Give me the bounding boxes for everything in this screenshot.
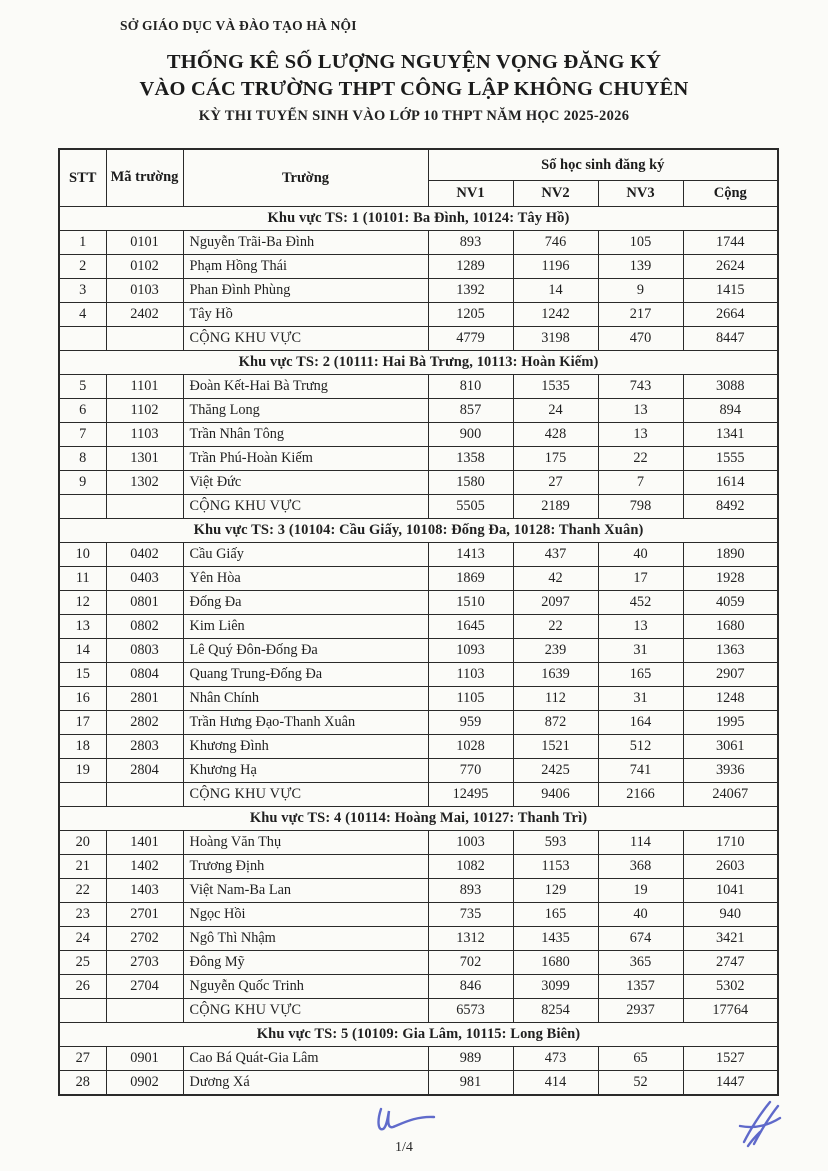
cell-stt: 19	[59, 759, 106, 783]
total-cell-nv1: 4779	[428, 327, 513, 351]
total-cell-code	[106, 999, 183, 1023]
cell-nv3: 741	[598, 759, 683, 783]
cell-nv2: 1242	[513, 303, 598, 327]
col-header-stt: STT	[59, 149, 106, 207]
cell-nv3: 9	[598, 279, 683, 303]
cell-school: Phạm Hồng Thái	[183, 255, 428, 279]
table-row	[59, 687, 778, 711]
cell-school: Dương Xá	[183, 1071, 428, 1096]
org-name: SỞ GIÁO DỤC VÀ ĐÀO TẠO HÀ NỘI	[120, 18, 357, 33]
cell-nv2: 42	[513, 567, 598, 591]
table-row	[59, 615, 778, 639]
cell-nv2: 746	[513, 231, 598, 255]
cell-nv2: 1680	[513, 951, 598, 975]
cell-code: 0402	[106, 543, 183, 567]
table-row	[59, 303, 778, 327]
cell-total: 1680	[683, 615, 778, 639]
cell-nv2: 175	[513, 447, 598, 471]
cell-code: 1401	[106, 831, 183, 855]
table-row	[59, 663, 778, 687]
cell-nv3: 22	[598, 447, 683, 471]
col-header-nv3: NV3	[598, 181, 683, 207]
cell-total: 3936	[683, 759, 778, 783]
cell-code: 1101	[106, 375, 183, 399]
cell-nv2: 14	[513, 279, 598, 303]
cell-code: 2702	[106, 927, 183, 951]
cell-nv3: 1357	[598, 975, 683, 999]
cell-total: 1415	[683, 279, 778, 303]
table-row	[59, 543, 778, 567]
cell-stt: 11	[59, 567, 106, 591]
cell-total: 3421	[683, 927, 778, 951]
cell-total: 1447	[683, 1071, 778, 1096]
total-cell-nv1: 12495	[428, 783, 513, 807]
cell-nv2: 473	[513, 1047, 598, 1071]
cell-school: Tây Hồ	[183, 303, 428, 327]
cell-stt: 15	[59, 663, 106, 687]
cell-total: 1710	[683, 831, 778, 855]
table-row	[59, 951, 778, 975]
table-row	[59, 975, 778, 999]
cell-total: 1995	[683, 711, 778, 735]
cell-total: 2624	[683, 255, 778, 279]
total-cell-nv2: 8254	[513, 999, 598, 1023]
table-row	[59, 831, 778, 855]
table-row	[59, 1071, 778, 1096]
doc-title-line1: THỐNG KÊ SỐ LƯỢNG NGUYỆN VỌNG ĐĂNG KÝ	[166, 51, 662, 73]
cell-nv1: 1082	[428, 855, 513, 879]
total-cell-nv3: 798	[598, 495, 683, 519]
table-row	[59, 1047, 778, 1071]
cell-code: 0801	[106, 591, 183, 615]
cell-school: Đống Đa	[183, 591, 428, 615]
table-row	[59, 447, 778, 471]
cell-nv1: 1869	[428, 567, 513, 591]
total-cell-code	[106, 495, 183, 519]
cell-stt: 2	[59, 255, 106, 279]
cell-stt: 12	[59, 591, 106, 615]
table-row	[59, 279, 778, 303]
cell-nv3: 19	[598, 879, 683, 903]
cell-stt: 8	[59, 447, 106, 471]
cell-nv3: 452	[598, 591, 683, 615]
cell-stt: 10	[59, 543, 106, 567]
cell-nv3: 40	[598, 903, 683, 927]
cell-school: Đoàn Kết-Hai Bà Trưng	[183, 375, 428, 399]
cell-total: 3088	[683, 375, 778, 399]
cell-nv1: 1358	[428, 447, 513, 471]
cell-stt: 17	[59, 711, 106, 735]
cell-code: 2803	[106, 735, 183, 759]
cell-nv2: 593	[513, 831, 598, 855]
cell-stt: 23	[59, 903, 106, 927]
region-total-label: CỘNG KHU VỰC	[183, 783, 428, 807]
total-cell-nv1: 6573	[428, 999, 513, 1023]
cell-school: Yên Hòa	[183, 567, 428, 591]
cell-nv1: 1645	[428, 615, 513, 639]
cell-stt: 9	[59, 471, 106, 495]
total-cell-total: 8447	[683, 327, 778, 351]
cell-nv3: 13	[598, 615, 683, 639]
cell-school: Quang Trung-Đống Đa	[183, 663, 428, 687]
cell-school: Khương Hạ	[183, 759, 428, 783]
cell-stt: 14	[59, 639, 106, 663]
cell-nv2: 3099	[513, 975, 598, 999]
cell-nv3: 139	[598, 255, 683, 279]
total-cell-total: 8492	[683, 495, 778, 519]
total-cell-nv2: 2189	[513, 495, 598, 519]
cell-code: 2704	[106, 975, 183, 999]
cell-nv2: 1153	[513, 855, 598, 879]
cell-stt: 5	[59, 375, 106, 399]
registration-table	[58, 148, 779, 1096]
total-cell-stt	[59, 495, 106, 519]
section-row	[59, 207, 778, 231]
cell-nv2: 428	[513, 423, 598, 447]
cell-nv3: 52	[598, 1071, 683, 1096]
total-cell-nv2: 9406	[513, 783, 598, 807]
region-total-row	[59, 999, 778, 1023]
cell-nv2: 239	[513, 639, 598, 663]
cell-school: Ngọc Hồi	[183, 903, 428, 927]
cell-nv2: 112	[513, 687, 598, 711]
cell-nv3: 164	[598, 711, 683, 735]
cell-school: Hoàng Văn Thụ	[183, 831, 428, 855]
cell-stt: 4	[59, 303, 106, 327]
cell-nv3: 17	[598, 567, 683, 591]
region-total-row	[59, 495, 778, 519]
cell-nv3: 365	[598, 951, 683, 975]
cell-total: 1248	[683, 687, 778, 711]
doc-subtitle: KỲ THI TUYỂN SINH VÀO LỚP 10 THPT NĂM HỌC 2025-2026	[198, 108, 630, 124]
total-cell-stt	[59, 999, 106, 1023]
cell-nv2: 1196	[513, 255, 598, 279]
cell-code: 0101	[106, 231, 183, 255]
cell-code: 0103	[106, 279, 183, 303]
cell-total: 1928	[683, 567, 778, 591]
cell-total: 5302	[683, 975, 778, 999]
section-header: Khu vực TS: 1 (10101: Ba Đình, 10124: Tây Hồ)	[59, 207, 778, 231]
cell-total: 3061	[683, 735, 778, 759]
cell-nv3: 512	[598, 735, 683, 759]
table-body	[59, 207, 778, 1096]
table-row	[59, 471, 778, 495]
cell-stt: 20	[59, 831, 106, 855]
cell-nv2: 2097	[513, 591, 598, 615]
cell-total: 1890	[683, 543, 778, 567]
total-cell-stt	[59, 783, 106, 807]
table-row	[59, 591, 778, 615]
cell-stt: 27	[59, 1047, 106, 1071]
cell-total: 1041	[683, 879, 778, 903]
cell-nv1: 770	[428, 759, 513, 783]
cell-code: 2804	[106, 759, 183, 783]
col-header-nv2: NV2	[513, 181, 598, 207]
cell-nv3: 114	[598, 831, 683, 855]
cell-school: Trần Phú-Hoàn Kiếm	[183, 447, 428, 471]
table-row	[59, 903, 778, 927]
cell-code: 1302	[106, 471, 183, 495]
pen-mark-check	[372, 1106, 438, 1140]
cell-school: Khương Đình	[183, 735, 428, 759]
cell-nv3: 40	[598, 543, 683, 567]
cell-total: 1363	[683, 639, 778, 663]
cell-school: Trần Nhân Tông	[183, 423, 428, 447]
total-cell-nv3: 2166	[598, 783, 683, 807]
cell-stt: 16	[59, 687, 106, 711]
cell-code: 0403	[106, 567, 183, 591]
cell-nv2: 129	[513, 879, 598, 903]
cell-school: Nguyễn Quốc Trinh	[183, 975, 428, 999]
table-row	[59, 231, 778, 255]
cell-code: 2802	[106, 711, 183, 735]
table-row	[59, 735, 778, 759]
total-cell-nv3: 470	[598, 327, 683, 351]
cell-nv1: 810	[428, 375, 513, 399]
cell-code: 0902	[106, 1071, 183, 1096]
cell-nv2: 24	[513, 399, 598, 423]
cell-total: 1527	[683, 1047, 778, 1071]
cell-stt: 24	[59, 927, 106, 951]
cell-code: 1403	[106, 879, 183, 903]
cell-stt: 3	[59, 279, 106, 303]
cell-school: Kim Liên	[183, 615, 428, 639]
cell-code: 1103	[106, 423, 183, 447]
table-row	[59, 879, 778, 903]
cell-code: 0803	[106, 639, 183, 663]
total-cell-code	[106, 783, 183, 807]
cell-total: 1341	[683, 423, 778, 447]
cell-stt: 1	[59, 231, 106, 255]
cell-nv2: 1435	[513, 927, 598, 951]
cell-code: 0102	[106, 255, 183, 279]
cell-school: Việt Đức	[183, 471, 428, 495]
cell-nv3: 7	[598, 471, 683, 495]
cell-nv2: 165	[513, 903, 598, 927]
section-header: Khu vực TS: 4 (10114: Hoàng Mai, 10127: Thanh Trì)	[59, 807, 778, 831]
section-header: Khu vực TS: 5 (10109: Gia Lâm, 10115: Long Biên)	[59, 1023, 778, 1047]
col-header-truong: Trường	[183, 149, 428, 207]
total-cell-stt	[59, 327, 106, 351]
cell-nv1: 1312	[428, 927, 513, 951]
cell-stt: 28	[59, 1071, 106, 1096]
cell-code: 0901	[106, 1047, 183, 1071]
cell-nv2: 437	[513, 543, 598, 567]
cell-nv1: 1093	[428, 639, 513, 663]
cell-nv1: 893	[428, 879, 513, 903]
table-row	[59, 927, 778, 951]
cell-total: 1555	[683, 447, 778, 471]
cell-code: 1301	[106, 447, 183, 471]
col-header-group: Số học sinh đăng ký	[428, 149, 778, 181]
table-row	[59, 855, 778, 879]
cell-nv1: 989	[428, 1047, 513, 1071]
cell-nv3: 105	[598, 231, 683, 255]
cell-total: 2664	[683, 303, 778, 327]
cell-nv3: 31	[598, 639, 683, 663]
col-header-ma-truong: Mã trường	[106, 149, 183, 207]
table-row	[59, 639, 778, 663]
table-row	[59, 375, 778, 399]
section-header: Khu vực TS: 2 (10111: Hai Bà Trưng, 10113: Hoàn Kiếm)	[59, 351, 778, 375]
table-row	[59, 759, 778, 783]
cell-nv2: 22	[513, 615, 598, 639]
cell-school: Thăng Long	[183, 399, 428, 423]
total-cell-total: 17764	[683, 999, 778, 1023]
cell-school: Đông Mỹ	[183, 951, 428, 975]
cell-nv2: 1639	[513, 663, 598, 687]
cell-code: 1402	[106, 855, 183, 879]
cell-nv3: 368	[598, 855, 683, 879]
cell-nv1: 1103	[428, 663, 513, 687]
cell-code: 0802	[106, 615, 183, 639]
cell-nv3: 65	[598, 1047, 683, 1071]
cell-nv1: 846	[428, 975, 513, 999]
cell-code: 2801	[106, 687, 183, 711]
cell-nv2: 1521	[513, 735, 598, 759]
cell-total: 4059	[683, 591, 778, 615]
cell-nv1: 1413	[428, 543, 513, 567]
cell-nv3: 13	[598, 399, 683, 423]
cell-nv3: 13	[598, 423, 683, 447]
cell-stt: 18	[59, 735, 106, 759]
cell-nv2: 1535	[513, 375, 598, 399]
region-total-row	[59, 327, 778, 351]
table-row	[59, 399, 778, 423]
cell-nv1: 1580	[428, 471, 513, 495]
cell-code: 1102	[106, 399, 183, 423]
cell-school: Cao Bá Quát-Gia Lâm	[183, 1047, 428, 1071]
cell-nv1: 1510	[428, 591, 513, 615]
cell-school: Việt Nam-Ba Lan	[183, 879, 428, 903]
page-number: 1/4	[395, 1140, 413, 1155]
cell-nv3: 31	[598, 687, 683, 711]
cell-nv1: 702	[428, 951, 513, 975]
section-row	[59, 519, 778, 543]
cell-nv2: 27	[513, 471, 598, 495]
doc-title-line2: VÀO CÁC TRƯỜNG THPT CÔNG LẬP KHÔNG CHUYÊN	[139, 78, 689, 100]
total-cell-nv3: 2937	[598, 999, 683, 1023]
cell-nv1: 1028	[428, 735, 513, 759]
table-row	[59, 711, 778, 735]
cell-nv1: 1003	[428, 831, 513, 855]
cell-school: Nguyễn Trãi-Ba Đình	[183, 231, 428, 255]
cell-code: 0804	[106, 663, 183, 687]
cell-stt: 13	[59, 615, 106, 639]
cell-stt: 7	[59, 423, 106, 447]
cell-stt: 22	[59, 879, 106, 903]
cell-nv3: 674	[598, 927, 683, 951]
cell-nv1: 1289	[428, 255, 513, 279]
cell-total: 2907	[683, 663, 778, 687]
cell-total: 1614	[683, 471, 778, 495]
col-header-cong: Cộng	[683, 181, 778, 207]
cell-school: Lê Quý Đôn-Đống Đa	[183, 639, 428, 663]
cell-school: Cầu Giấy	[183, 543, 428, 567]
cell-nv1: 1205	[428, 303, 513, 327]
section-row	[59, 1023, 778, 1047]
cell-school: Phan Đình Phùng	[183, 279, 428, 303]
cell-code: 2701	[106, 903, 183, 927]
cell-nv2: 2425	[513, 759, 598, 783]
cell-nv2: 414	[513, 1071, 598, 1096]
total-cell-nv2: 3198	[513, 327, 598, 351]
cell-stt: 25	[59, 951, 106, 975]
cell-code: 2402	[106, 303, 183, 327]
cell-total: 940	[683, 903, 778, 927]
cell-nv3: 165	[598, 663, 683, 687]
total-cell-total: 24067	[683, 783, 778, 807]
cell-code: 2703	[106, 951, 183, 975]
cell-school: Trần Hưng Đạo-Thanh Xuân	[183, 711, 428, 735]
cell-nv1: 959	[428, 711, 513, 735]
cell-nv3: 217	[598, 303, 683, 327]
cell-stt: 26	[59, 975, 106, 999]
cell-nv1: 735	[428, 903, 513, 927]
table-row	[59, 423, 778, 447]
cell-nv2: 872	[513, 711, 598, 735]
section-header: Khu vực TS: 3 (10104: Cầu Giấy, 10108: Đống Đa, 10128: Thanh Xuân)	[59, 519, 778, 543]
cell-nv1: 900	[428, 423, 513, 447]
cell-nv1: 1392	[428, 279, 513, 303]
section-row	[59, 351, 778, 375]
total-cell-code	[106, 327, 183, 351]
region-total-label: CỘNG KHU VỰC	[183, 495, 428, 519]
cell-school: Trương Định	[183, 855, 428, 879]
region-total-label: CỘNG KHU VỰC	[183, 327, 428, 351]
cell-nv1: 857	[428, 399, 513, 423]
table-row	[59, 567, 778, 591]
cell-stt: 6	[59, 399, 106, 423]
cell-nv1: 1105	[428, 687, 513, 711]
table-row	[59, 255, 778, 279]
cell-nv1: 893	[428, 231, 513, 255]
cell-school: Nhân Chính	[183, 687, 428, 711]
cell-total: 2747	[683, 951, 778, 975]
total-cell-nv1: 5505	[428, 495, 513, 519]
section-row	[59, 807, 778, 831]
cell-total: 1744	[683, 231, 778, 255]
cell-nv1: 981	[428, 1071, 513, 1096]
region-total-label: CỘNG KHU VỰC	[183, 999, 428, 1023]
col-header-nv1: NV1	[428, 181, 513, 207]
region-total-row	[59, 783, 778, 807]
cell-nv3: 743	[598, 375, 683, 399]
cell-stt: 21	[59, 855, 106, 879]
cell-total: 2603	[683, 855, 778, 879]
cell-total: 894	[683, 399, 778, 423]
cell-school: Ngô Thì Nhậm	[183, 927, 428, 951]
